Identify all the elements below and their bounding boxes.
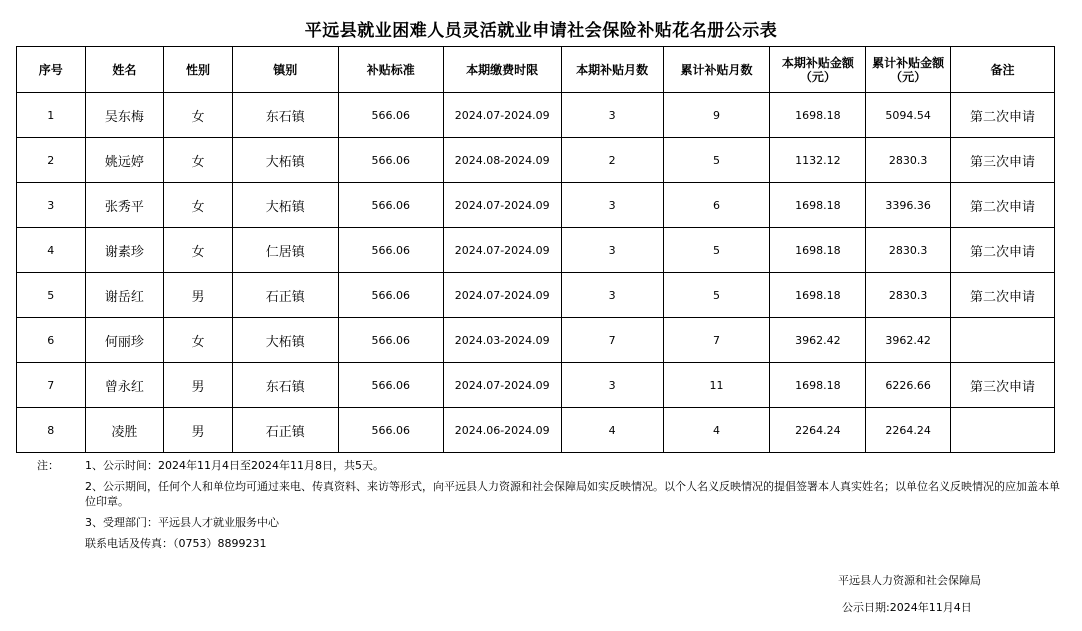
cell-months: 3 (561, 93, 663, 138)
cell-town: 东石镇 (232, 93, 338, 138)
note-text: 2、公示期间，任何个人和单位均可通过来电、传真资料、来访等形式，向平远县人力资源和社会保障局如实反映情况。以个人名义反映情况的提倡签署本人真实姓名；以单位名义反映情况的应加盖本单位印章。 (85, 480, 1060, 508)
cell-standard: 566.06 (338, 363, 443, 408)
header-col-amount: 本期补贴金额 （元） (770, 47, 866, 93)
notes-section (37, 458, 1062, 557)
cell-name: 张秀平 (85, 183, 164, 228)
cell-standard: 566.06 (338, 183, 443, 228)
cell-town: 大柘镇 (232, 318, 338, 363)
cell-period: 2024.07-2024.09 (443, 273, 561, 318)
note-item-1 (37, 458, 1062, 473)
cell-total-months: 7 (663, 318, 770, 363)
cell-town: 大柘镇 (232, 183, 338, 228)
table-row (17, 363, 1055, 408)
cell-amount: 1698.18 (770, 228, 866, 273)
header-row (17, 47, 1055, 93)
cell-gender: 男 (164, 408, 233, 453)
cell-total-months: 5 (663, 138, 770, 183)
cell-months: 7 (561, 318, 663, 363)
issuing-organization: 平远县人力资源和社会保障局 (838, 574, 981, 587)
table-row (17, 138, 1055, 183)
header-col-town: 镇别 (232, 47, 338, 93)
cell-town: 大柘镇 (232, 138, 338, 183)
cell-serial: 7 (17, 363, 86, 408)
cell-name: 谢岳红 (85, 273, 164, 318)
cell-remarks: 第二次申请 (951, 93, 1055, 138)
cell-period: 2024.03-2024.09 (443, 318, 561, 363)
cell-months: 3 (561, 363, 663, 408)
cell-name: 凌胜 (85, 408, 164, 453)
cell-remarks: 第二次申请 (951, 183, 1055, 228)
cell-standard: 566.06 (338, 93, 443, 138)
cell-amount: 3962.42 (770, 318, 866, 363)
notes-label: 注： (37, 459, 59, 472)
cell-gender: 女 (164, 93, 233, 138)
table-row (17, 183, 1055, 228)
header-col-period: 本期缴费时限 (443, 47, 561, 93)
cell-name: 姚远婷 (85, 138, 164, 183)
header-col-remarks: 备注 (951, 47, 1055, 93)
note-item-2 (37, 479, 1062, 509)
cell-amount: 1698.18 (770, 273, 866, 318)
cell-name: 何丽珍 (85, 318, 164, 363)
publication-date: 公示日期:2024年11月4日 (842, 601, 972, 614)
cell-months: 3 (561, 183, 663, 228)
cell-period: 2024.08-2024.09 (443, 138, 561, 183)
cell-amount: 2264.24 (770, 408, 866, 453)
cell-period: 2024.07-2024.09 (443, 363, 561, 408)
cell-total-amount: 6226.66 (866, 363, 951, 408)
cell-town: 东石镇 (232, 363, 338, 408)
table-row (17, 228, 1055, 273)
cell-serial: 6 (17, 318, 86, 363)
cell-name: 吴东梅 (85, 93, 164, 138)
cell-name: 曾永红 (85, 363, 164, 408)
cell-amount: 1698.18 (770, 363, 866, 408)
cell-gender: 男 (164, 273, 233, 318)
cell-serial: 1 (17, 93, 86, 138)
cell-standard: 566.06 (338, 138, 443, 183)
contact-phone: 联系电话及传真：（0753）8899231 (85, 537, 267, 550)
cell-serial: 4 (17, 228, 86, 273)
cell-gender: 男 (164, 363, 233, 408)
cell-total-months: 5 (663, 228, 770, 273)
cell-period: 2024.07-2024.09 (443, 183, 561, 228)
cell-serial: 3 (17, 183, 86, 228)
cell-period: 2024.06-2024.09 (443, 408, 561, 453)
cell-months: 3 (561, 228, 663, 273)
header-col-total-amount: 累计补贴金额 （元） (866, 47, 951, 93)
cell-total-amount: 5094.54 (866, 93, 951, 138)
cell-remarks: 第二次申请 (951, 273, 1055, 318)
cell-total-months: 6 (663, 183, 770, 228)
cell-gender: 女 (164, 138, 233, 183)
note-text: 1、公示时间：2024年11月4日至2024年11月8日，共5天。 (85, 459, 384, 472)
cell-name: 谢素珍 (85, 228, 164, 273)
table-body (17, 93, 1055, 453)
cell-town: 石正镇 (232, 408, 338, 453)
cell-months: 3 (561, 273, 663, 318)
table-row (17, 93, 1055, 138)
cell-total-months: 11 (663, 363, 770, 408)
cell-remarks: 第三次申请 (951, 363, 1055, 408)
cell-total-amount: 3396.36 (866, 183, 951, 228)
cell-total-amount: 2830.3 (866, 138, 951, 183)
cell-total-amount: 2830.3 (866, 273, 951, 318)
cell-gender: 女 (164, 228, 233, 273)
cell-months: 2 (561, 138, 663, 183)
note-item-contact (37, 536, 1062, 551)
cell-standard: 566.06 (338, 408, 443, 453)
cell-serial: 8 (17, 408, 86, 453)
cell-total-months: 9 (663, 93, 770, 138)
header-col-months: 本期补贴月数 (561, 47, 663, 93)
cell-standard: 566.06 (338, 228, 443, 273)
cell-total-amount: 2830.3 (866, 228, 951, 273)
cell-amount: 1698.18 (770, 93, 866, 138)
cell-standard: 566.06 (338, 273, 443, 318)
cell-remarks: 第三次申请 (951, 138, 1055, 183)
header-col-gender: 性别 (164, 47, 233, 93)
cell-remarks (951, 318, 1055, 363)
header-col-name: 姓名 (85, 47, 164, 93)
cell-gender: 女 (164, 318, 233, 363)
cell-months: 4 (561, 408, 663, 453)
cell-serial: 2 (17, 138, 86, 183)
note-item-3 (37, 515, 1062, 530)
cell-amount: 1132.12 (770, 138, 866, 183)
cell-total-amount: 2264.24 (866, 408, 951, 453)
header-col-standard: 补贴标准 (338, 47, 443, 93)
cell-amount: 1698.18 (770, 183, 866, 228)
note-text: 3、受理部门：平远县人才就业服务中心 (85, 516, 279, 529)
cell-serial: 5 (17, 273, 86, 318)
subsidy-table (16, 46, 1055, 453)
cell-total-amount: 3962.42 (866, 318, 951, 363)
cell-remarks: 第二次申请 (951, 228, 1055, 273)
cell-period: 2024.07-2024.09 (443, 93, 561, 138)
cell-remarks (951, 408, 1055, 453)
cell-standard: 566.06 (338, 318, 443, 363)
header-col-total-months: 累计补贴月数 (663, 47, 770, 93)
header-col-serial: 序号 (17, 47, 86, 93)
cell-town: 仁居镇 (232, 228, 338, 273)
table-row (17, 273, 1055, 318)
cell-gender: 女 (164, 183, 233, 228)
cell-total-months: 5 (663, 273, 770, 318)
cell-town: 石正镇 (232, 273, 338, 318)
cell-period: 2024.07-2024.09 (443, 228, 561, 273)
cell-total-months: 4 (663, 408, 770, 453)
table-row (17, 408, 1055, 453)
table-row (17, 318, 1055, 363)
page-title: 平远县就业困难人员灵活就业申请社会保险补贴花名册公示表 (304, 21, 778, 41)
